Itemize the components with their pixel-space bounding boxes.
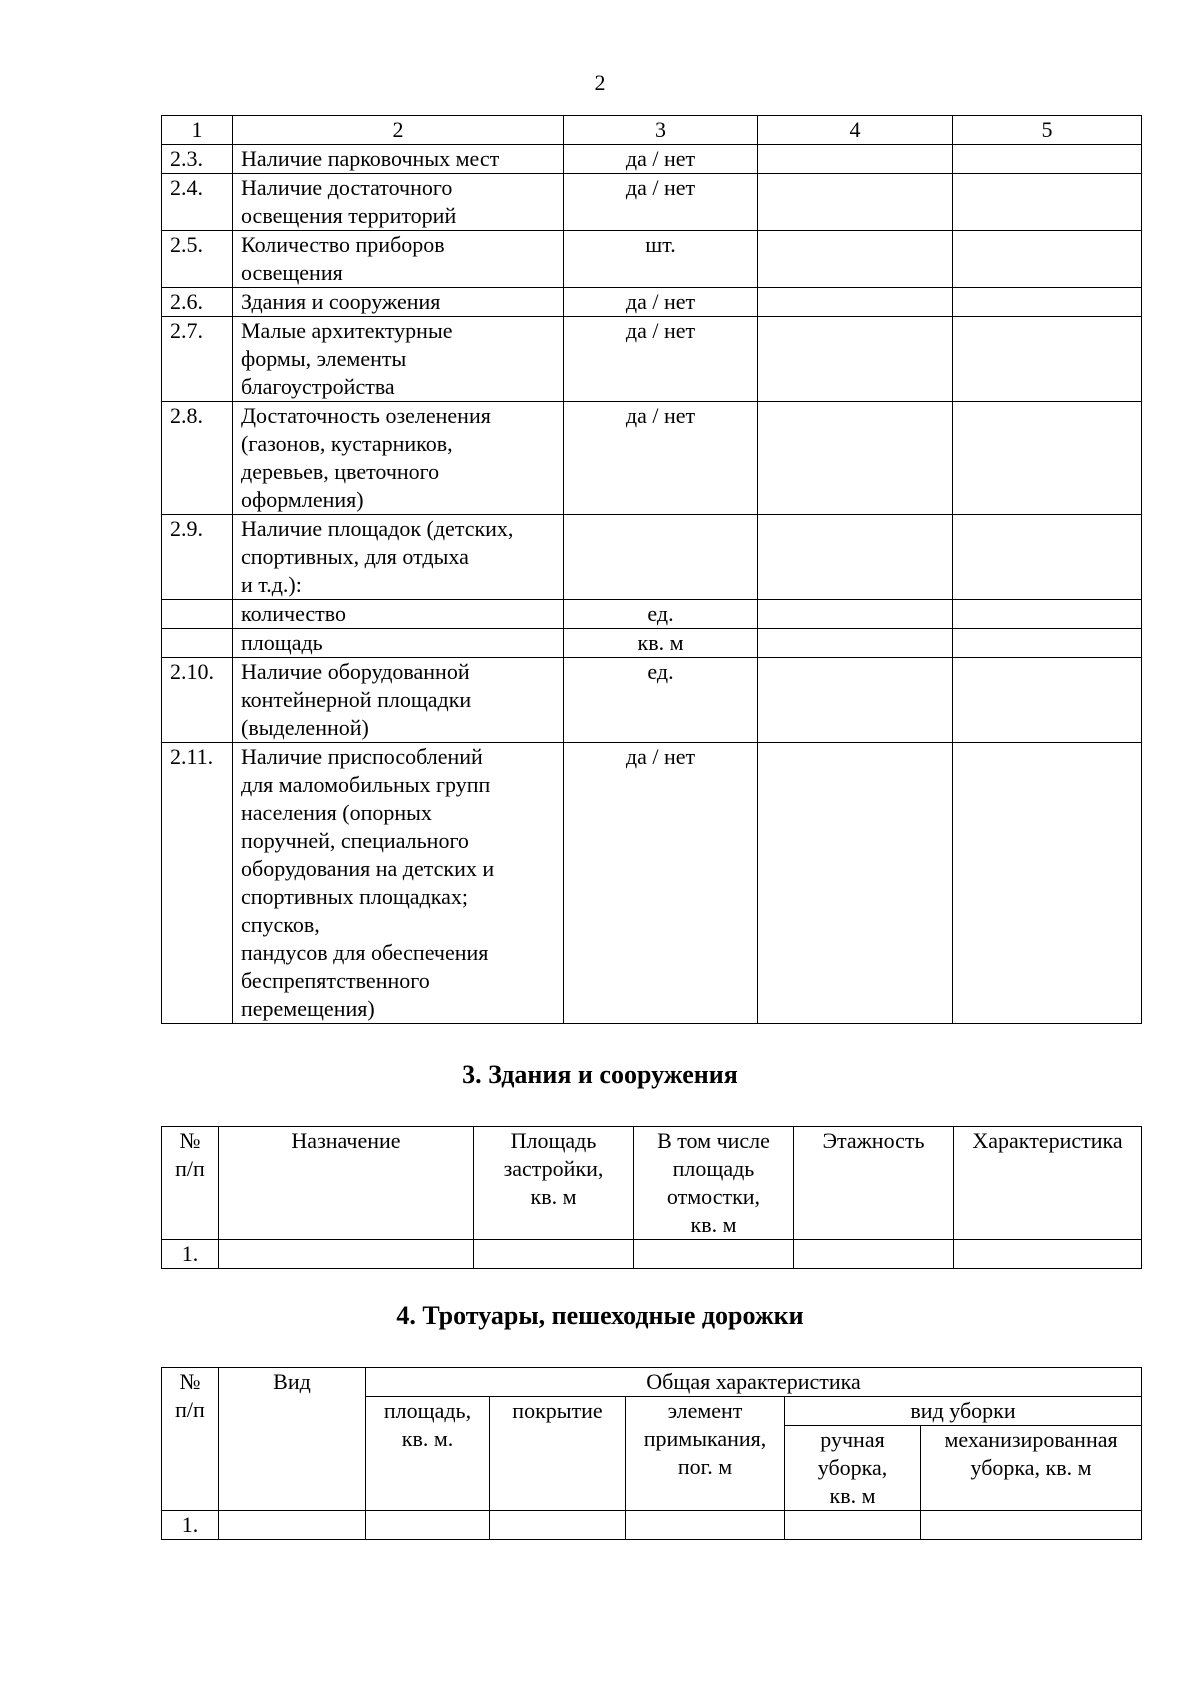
row-number: 2.11.: [162, 743, 233, 1024]
table-row: [162, 515, 1142, 600]
row-name: Малые архитектурные формы, элементы благоустройства: [233, 317, 564, 402]
column-number-row: [162, 116, 1142, 145]
row-name: Наличие оборудованной контейнерной площадки (выделенной): [233, 658, 564, 743]
empty-cell: [953, 515, 1142, 600]
empty-cell: [953, 658, 1142, 743]
section-4-title: 4. Тротуары, пешеходные дорожки: [396, 1301, 804, 1330]
empty-cell: [758, 629, 953, 658]
empty-cell: [953, 317, 1142, 402]
header-characteristic: Характеристика: [954, 1127, 1142, 1240]
header-general-characteristic: Общая характеристика: [366, 1368, 1142, 1397]
table-row: [162, 629, 1142, 658]
header-number: № п/п: [162, 1127, 219, 1240]
empty-cell: [366, 1511, 490, 1540]
empty-cell: [954, 1240, 1142, 1269]
header-col-5: 5: [953, 116, 1142, 145]
row-name: Здания и сооружения: [233, 288, 564, 317]
header-cover: покрытие: [490, 1397, 626, 1511]
table-row: [162, 743, 1142, 1024]
empty-cell: [490, 1511, 626, 1540]
row-unit: да / нет: [564, 402, 758, 515]
table-row: [162, 317, 1142, 402]
row-unit: да / нет: [564, 743, 758, 1024]
section-3-title: 3. Здания и сооружения: [462, 1060, 738, 1089]
row-unit: ед.: [564, 658, 758, 743]
row-unit: [564, 515, 758, 600]
row-name: количество: [233, 600, 564, 629]
row-name: Наличие достаточного освещения территорий: [233, 174, 564, 231]
empty-cell: [758, 515, 953, 600]
row-number: [162, 600, 233, 629]
header-mechanized-cleaning: механизированная уборка, кв. м: [921, 1426, 1142, 1511]
row-unit: да / нет: [564, 174, 758, 231]
row-number: [162, 629, 233, 658]
empty-cell: [921, 1511, 1142, 1540]
row-unit: да / нет: [564, 317, 758, 402]
header-blind-area: В том числе площадь отмостки, кв. м: [634, 1127, 794, 1240]
header-building-area: Площадь застройки, кв. м: [474, 1127, 634, 1240]
table-header-row: [162, 1127, 1142, 1240]
row-name: площадь: [233, 629, 564, 658]
row-unit: шт.: [564, 231, 758, 288]
row-unit: кв. м: [564, 629, 758, 658]
header-number: № п/п: [162, 1368, 219, 1511]
row-name: Достаточность озеленения (газонов, кустарников, деревьев, цветочного оформления): [233, 402, 564, 515]
header-manual-cleaning: ручная уборка, кв. м: [785, 1426, 921, 1511]
empty-cell: [634, 1240, 794, 1269]
empty-cell: [758, 743, 953, 1024]
table-row: [162, 658, 1142, 743]
empty-cell: [758, 174, 953, 231]
header-adjoining-element: элемент примыкания, пог. м: [626, 1397, 785, 1511]
row-number: 2.7.: [162, 317, 233, 402]
header-col-3: 3: [564, 116, 758, 145]
empty-cell: [953, 145, 1142, 174]
row-number: 2.8.: [162, 402, 233, 515]
empty-cell: [474, 1240, 634, 1269]
row-name: Наличие площадок (детских, спортивных, для отдыха и т.д.):: [233, 515, 564, 600]
table-row: [162, 1511, 1142, 1540]
page-number: 2: [594, 70, 606, 95]
row-name: Наличие парковочных мест: [233, 145, 564, 174]
table-row: [162, 174, 1142, 231]
empty-cell: [758, 658, 953, 743]
row-number: 1.: [162, 1511, 219, 1540]
empty-cell: [626, 1511, 785, 1540]
header-cleaning-type: вид уборки: [785, 1397, 1142, 1426]
row-name: Наличие приспособлений для маломобильных групп населения (опорных поручней, специального оборудования на детских и спортивных площадках; спусков, пандусов для обеспечения беспрепятственного перемещения): [233, 743, 564, 1024]
table-row: [162, 145, 1142, 174]
empty-cell: [953, 231, 1142, 288]
empty-cell: [953, 174, 1142, 231]
empty-cell: [794, 1240, 954, 1269]
empty-cell: [953, 288, 1142, 317]
table-row: [162, 600, 1142, 629]
empty-cell: [219, 1511, 366, 1540]
empty-cell: [758, 231, 953, 288]
empty-cell: [953, 629, 1142, 658]
empty-cell: [219, 1240, 474, 1269]
header-area: площадь, кв. м.: [366, 1397, 490, 1511]
row-number: 2.6.: [162, 288, 233, 317]
row-number: 2.5.: [162, 231, 233, 288]
empty-cell: [758, 600, 953, 629]
empty-cell: [758, 288, 953, 317]
table-row: [162, 1240, 1142, 1269]
empty-cell: [758, 145, 953, 174]
header-col-2: 2: [233, 116, 564, 145]
empty-cell: [953, 402, 1142, 515]
table-header-row: [162, 1368, 1142, 1397]
row-number: 2.3.: [162, 145, 233, 174]
header-col-1: 1: [162, 116, 233, 145]
sidewalks-table: [161, 1367, 1142, 1540]
table-continuation: [161, 115, 1142, 1024]
row-unit: ед.: [564, 600, 758, 629]
buildings-table: [161, 1126, 1142, 1269]
header-floors: Этажность: [794, 1127, 954, 1240]
header-purpose: Назначение: [219, 1127, 474, 1240]
table-row: [162, 231, 1142, 288]
row-number: 2.4.: [162, 174, 233, 231]
empty-cell: [953, 600, 1142, 629]
row-unit: да / нет: [564, 145, 758, 174]
row-number: 2.10.: [162, 658, 233, 743]
row-name: Количество приборов освещения: [233, 231, 564, 288]
empty-cell: [785, 1511, 921, 1540]
row-number: 2.9.: [162, 515, 233, 600]
empty-cell: [758, 402, 953, 515]
empty-cell: [758, 317, 953, 402]
table-row: [162, 402, 1142, 515]
header-type: Вид: [219, 1368, 366, 1511]
empty-cell: [953, 743, 1142, 1024]
header-col-4: 4: [758, 116, 953, 145]
row-unit: да / нет: [564, 288, 758, 317]
row-number: 1.: [162, 1240, 219, 1269]
table-row: [162, 288, 1142, 317]
